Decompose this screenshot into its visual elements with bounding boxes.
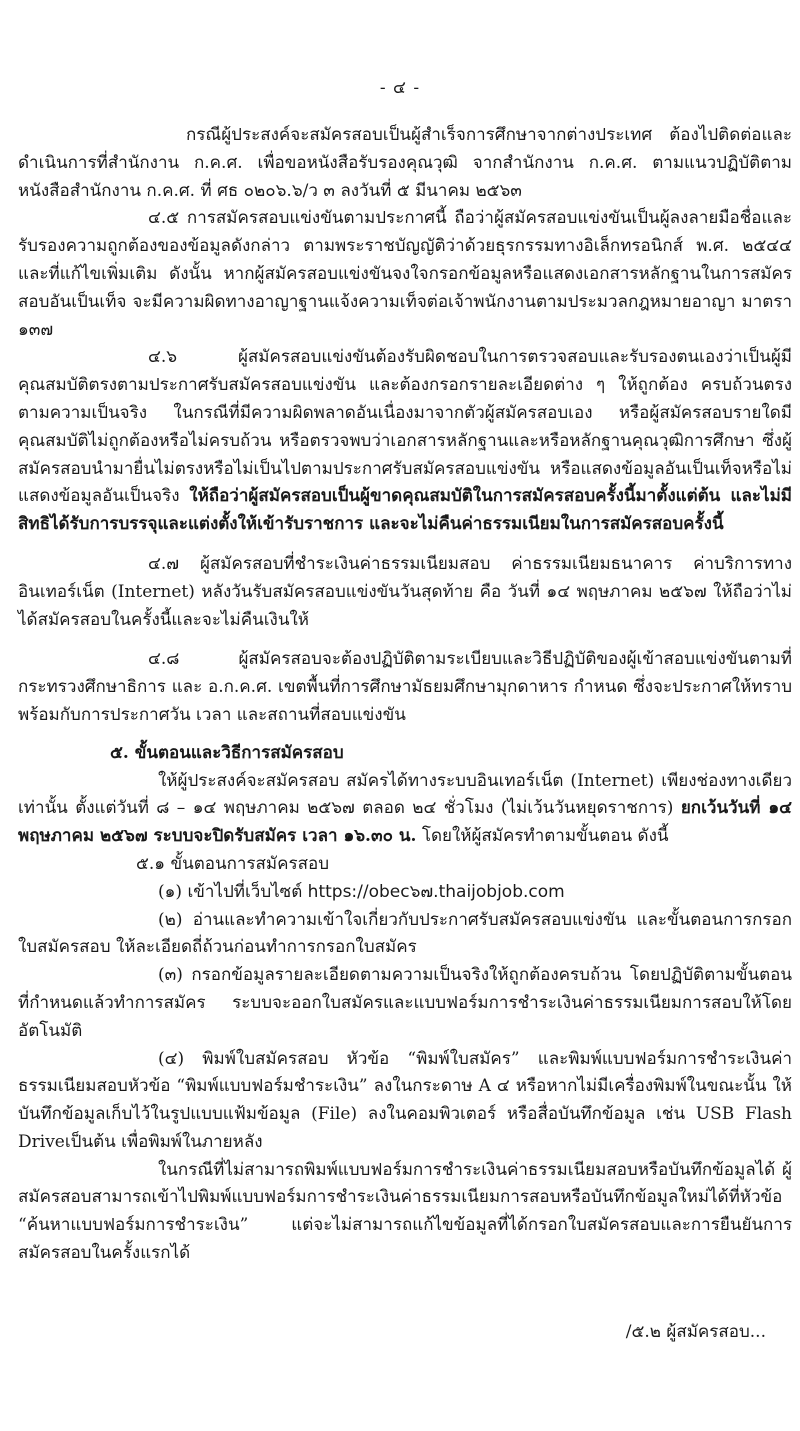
paragraph-foreign-graduate: กรณีผู้ประสงค์จะสมัครสอบเป็นผู้สำเร็จการศึกษาจากต่างประเทศ ต้องไปติดต่อและดำเนินการที่สำนักงาน ก.ค.ศ. เพื่อขอหนังสือรับรองคุณวุฒิ จากสำนักงาน ก.ค.ศ. ตามแนวปฏิบัติตามหนังสือสำนักงาน ก.ค.ศ. ที่ ศธ ๐๒๐๖.๖/ว ๓ ลงวันที่ ๕ มีนาคม ๒๕๖๓ bbox=[18, 125, 792, 201]
step-2: (๒) อ่านและทำความเข้าใจเกี่ยวกับประกาศรับสมัครสอบแข่งขัน และขั้นตอนการกรอกใบสมัครสอบ ให้ละเอียดถี่ถ้วนก่อนทำการกรอกใบสมัคร bbox=[18, 909, 792, 958]
step-4-note: ในกรณีที่ไม่สามารถพิมพ์แบบฟอร์มการชำระเงินค่าธรรมเนียมสอบหรือบันทึกข้อมูลได้ ผู้สมัครสอบสามารถเข้าไปพิมพ์แบบฟอร์มการชำระเงินค่าธรรมเนียมการสอบหรือบันทึกข้อมูลใหม่ได้ที่หัวข้อ “ค้นหาแบบฟอร์มการชำระเงิน” แต่จะไม่สามารถแก้ไขข้อมูลที่ได้กรอกใบสมัครสอบและการยืนยันการสมัครสอบในครั้งแรกได้ bbox=[18, 1159, 792, 1264]
section-5-intro-text: ให้ผู้ประสงค์จะสมัครสอบ สมัครได้ทางระบบอินเทอร์เน็ต (Internet) เพียงช่องทางเดียวเท่านั้น ตั้งแต่วันที่ ๘ – ๑๔ พฤษภาคม ๒๕๖๗ ตลอด ๒๔ ชั่วโมง (ไม่เว้นวันหยุดราชการ) bbox=[18, 770, 792, 819]
paragraph-4-6 bbox=[18, 344, 792, 539]
section-5-intro-bold: ยกเว้นวันที่ ๑๔ พฤษภาคม ๒๕๖๗ ระบบจะปิดรับสมัคร เวลา ๑๖.๓๐ น. bbox=[18, 798, 792, 847]
paragraph-4-7: ๔.๗ ผู้สมัครสอบที่ชำระเงินค่าธรรมเนียมสอบ ค่าธรรมเนียมธนาคาร ค่าบริการทางอินเทอร์เน็ต (Internet) หลังวันรับสมัครสอบแข่งขันวันสุดท้าย คือ วันที่ ๑๔ พฤษภาคม ๒๕๖๗ ให้ถือว่าไม่ได้สมัครสอบในครั้งนี้และจะไม่คืนเงินให้ bbox=[18, 553, 792, 630]
paragraph-4-5: ๔.๕ การสมัครสอบแข่งขันตามประกาศนี้ ถือว่าผู้สมัครสอบแข่งขันเป็นผู้ลงลายมือชื่อและรับรองความถูกต้องของข้อมูลดังกล่าว ตามพระราชบัญญัติว่าด้วยธุรกรรมทางอิเล็กทรอนิกส์ พ.ศ. ๒๕๔๔ และที่แก้ไขเพิ่มเติม ดังนั้น หากผู้สมัครสอบแข่งขันจงใจกรอกข้อมูลหรือแสดงเอกสารหลักฐานในการสมัครสอบอันเป็นเท็จ จะมีความผิดทางอาญาฐานแจ้งความเท็จต่อเจ้าพนักงานตามประมวลกฎหมายอาญา มาตรา ๑๓๗ bbox=[18, 208, 792, 340]
section-5-intro-text-2: โดยให้ผู้สมัครทำตามขั้นตอน ดังนี้ bbox=[421, 826, 669, 847]
step-4: (๔) พิมพ์ใบสมัครสอบ หัวข้อ “พิมพ์ใบสมัคร” และพิมพ์แบบฟอร์มการชำระเงินค่าธรรมเนียมสอบหัวข้อ “พิมพ์แบบฟอร์มชำระเงิน” ลงในกระดาษ A ๔ หรือหากไม่มีเครื่องพิมพ์ในขณะนั้น ให้บันทึกข้อมูลเก็บไว้ในรูปแบบแฟ้มข้อมูล (File) ลงในคอมพิวเตอร์ หรือสื่อบันทึกข้อมูล เช่น USB Flash Driveเป็นต้น เพื่อพิมพ์ในภายหลัง bbox=[18, 1048, 792, 1152]
section-5-1-heading: ๕.๑ ขั้นตอนการสมัครสอบ bbox=[136, 853, 330, 874]
section-5-heading: ๕. ขั้นตอนและวิธีการสมัครสอบ bbox=[110, 742, 344, 763]
page-number: - ๔ - bbox=[379, 78, 421, 98]
paragraph-4-8: ๔.๘ ผู้สมัครสอบจะต้องปฏิบัติตามระเบียบและวิธีปฏิบัติของผู้เข้าสอบแข่งขันตามที่กระทรวงศึกษาธิการ และ อ.ก.ค.ศ. เขตพื้นที่การศึกษามัธยมศึกษามุกดาหาร กำหนด ซึ่งจะประกาศให้ทราบพร้อมกับการประกาศวัน เวลา และสถานที่สอบแข่งขัน bbox=[18, 649, 792, 725]
paragraph-4-6-text: ๔.๖ ผู้สมัครสอบแข่งขันต้องรับผิดชอบในการตรวจสอบและรับรองตนเองว่าเป็นผู้มีคุณสมบัติตรงตามประกาศรับสมัครสอบแข่งขัน และต้องกรอกรายละเอียดต่าง ๆ ให้ถูกต้อง ครบถ้วนตรงตามความเป็นจริง ในกรณีที่มีความผิดพลาดอันเนื่องมาจากตัวผู้สมัครสอบเอง หรือผู้สมัครสอบรายใดมีคุณสมบัติไม่ถูกต้องหรือไม่ครบถ้วน หรือตรวจพบว่าเอกสารหลักฐานและหรือหลักฐานคุณวุฒิการศึกษา ซึ่งผู้สมัครสอบนำมายื่นไม่ตรงหรือไม่เป็นไปตามประกาศรับสมัครสอบแข่งขัน หรือแสดงข้อมูลอันเป็นเท็จหรือไม่แสดงข้อมูลอันเป็นจริง bbox=[18, 347, 792, 507]
section-5-intro bbox=[18, 768, 792, 851]
step-1 bbox=[18, 879, 792, 907]
website-url[interactable]: https://obec๖๗.thaijobjob.com bbox=[307, 881, 565, 902]
step-3: (๓) กรอกข้อมูลรายละเอียดตามความเป็นจริงให้ถูกต้องครบถ้วน โดยปฏิบัติตามขั้นตอนที่กำหนดแล้วทำการสมัคร ระบบจะออกใบสมัครและแบบฟอร์มการชำระเงินค่าธรรมเนียมการสอบให้โดยอัตโนมัติ bbox=[18, 965, 792, 1041]
next-page-continuation: /๕.๒ ผู้สมัครสอบ... bbox=[625, 1322, 766, 1342]
paragraph-4-6-bold-text: ให้ถือว่าผู้สมัครสอบเป็นผู้ขาดคุณสมบัติในการสมัครสอบครั้งนี้มาตั้งแต่ต้น และไม่มีสิทธิได้รับการบรรจุและแต่งตั้งให้เข้ารับราชการ และจะไม่คืนค่าธรรมเนียมในการสมัครสอบครั้งนี้ bbox=[18, 486, 792, 535]
step-1-text: (๑) เข้าไปที่เว็บไซต์ bbox=[158, 881, 303, 902]
document-body bbox=[18, 122, 792, 1268]
